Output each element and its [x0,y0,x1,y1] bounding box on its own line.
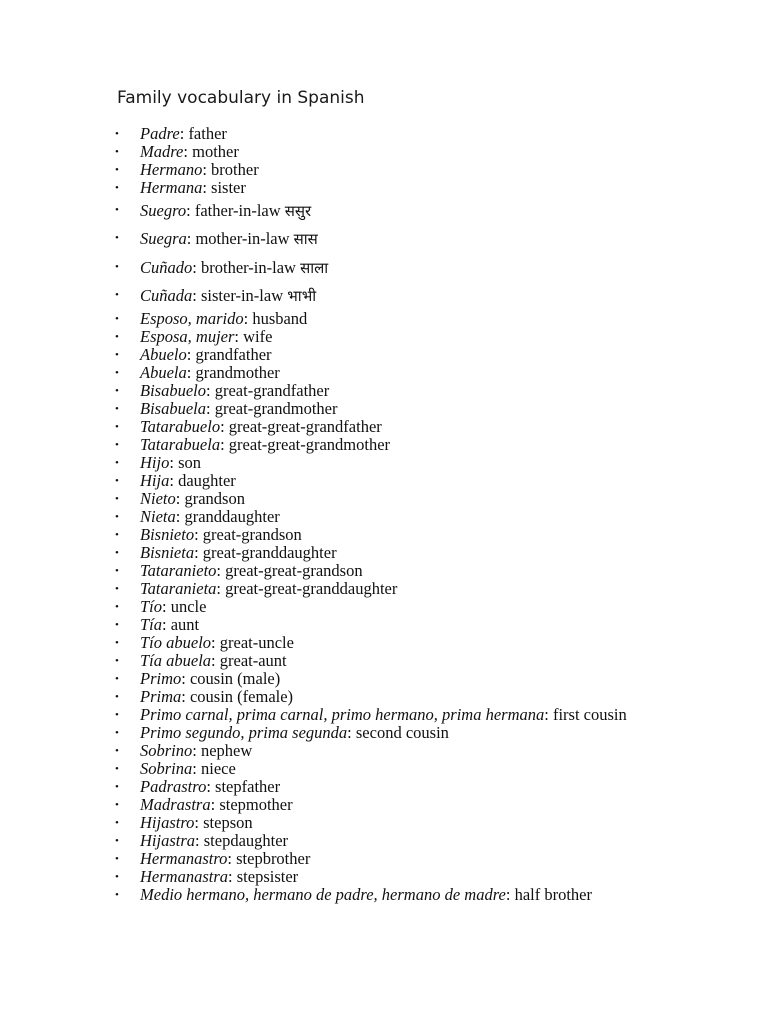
separator: : [194,525,203,545]
separator: : [186,363,196,383]
list-item [0,850,670,868]
hindi-translation: साला [300,258,329,277]
english-meaning: great-great-granddaughter [225,579,398,599]
separator: : [206,777,216,797]
list-item [0,670,670,688]
english-meaning: stepbrother [236,849,311,869]
separator: : [169,471,179,491]
separator: : [243,309,253,329]
bullet-icon: • [115,583,119,596]
bullet-icon: • [115,637,119,650]
english-meaning: daughter [178,471,236,491]
bullet-icon: • [115,349,119,362]
list-item [0,796,670,814]
spanish-term: Madre [140,142,184,161]
list-item [0,282,670,310]
spanish-term: Suegra [140,229,187,249]
bullet-icon: • [115,475,119,488]
english-meaning: sister [211,178,246,197]
separator: : [216,561,226,581]
bullet-icon: • [115,128,119,140]
spanish-term: Hija [140,471,170,491]
english-meaning: cousin (male) [189,669,281,689]
bullet-icon: • [115,529,119,542]
bullet-icon: • [115,763,119,776]
list-item [0,544,670,562]
list-item [0,508,670,526]
bullet-icon: • [115,565,119,578]
english-meaning: great-grandmother [214,399,338,419]
english-meaning: niece [200,759,236,779]
separator: : [183,142,193,161]
spanish-term: Tatarabuelo [140,417,221,437]
hindi-translation: भाभी [287,286,317,305]
list-item [0,598,670,616]
english-meaning: husband [252,309,308,329]
spanish-term: Cuñado [140,257,193,277]
spanish-term: Padre [140,124,180,143]
list-item [0,382,670,400]
list-item [0,526,670,544]
english-meaning: great-uncle [219,633,294,653]
bullet-icon: • [115,204,119,216]
list-item [0,161,670,179]
list-item [0,616,670,634]
spanish-term: Primo carnal, prima carnal, primo hermano, prima hermana [140,705,545,725]
english-meaning: brother-in-law [200,257,301,277]
separator: : [202,160,212,179]
english-meaning: stepfather [215,777,281,797]
separator: : [192,257,201,277]
list-item [0,706,670,724]
english-meaning: great-great-grandson [225,561,363,581]
spanish-term: Abuela [140,363,187,383]
separator: : [192,759,201,779]
spanish-term: Bisnieto [140,525,195,545]
english-meaning: grandmother [195,363,280,383]
english-meaning: sister-in-law [200,285,288,305]
list-item [0,688,670,706]
bullet-icon: • [115,655,119,668]
bullet-icon: • [115,493,119,506]
separator: : [211,651,220,671]
separator: : [227,849,237,869]
hindi-translation: सास [293,230,318,249]
bullet-icon: • [115,182,119,194]
separator: : [194,543,203,563]
spanish-term: Hijastra [140,831,196,851]
bullet-icon: • [115,367,119,380]
separator: : [195,831,204,851]
bullet-icon: • [115,853,119,866]
english-meaning: great-great-grandfather [228,417,382,437]
spanish-term: Bisnieta [140,543,195,563]
list-item [0,400,670,418]
bullet-icon: • [115,601,119,614]
separator: : [220,435,229,455]
list-item [0,652,670,670]
separator: : [181,669,190,689]
separator: : [206,381,215,401]
bullet-icon: • [115,835,119,848]
spanish-term: Sobrina [140,759,193,779]
separator: : [220,417,229,437]
english-meaning: brother [211,160,259,179]
english-meaning: mother [192,142,239,161]
separator: : [169,453,179,473]
list-item [0,472,670,490]
english-meaning: stepdaughter [203,831,289,851]
spanish-term: Tataranieto [140,561,217,581]
bullet-icon: • [115,673,119,686]
english-meaning: second cousin [355,723,449,743]
english-meaning: father [188,124,227,143]
vocabulary-list [0,125,670,904]
separator: : [162,615,171,635]
bullet-icon: • [115,232,119,245]
english-meaning: great-granddaughter [202,543,337,563]
bullet-icon: • [115,799,119,812]
bullet-icon: • [115,421,119,434]
separator: : [162,597,171,617]
bullet-icon: • [115,709,119,722]
list-item [0,868,670,886]
separator: : [505,885,515,905]
spanish-term: Esposa, mujer [140,327,235,347]
english-meaning: great-great-grandmother [228,435,391,455]
list-item [0,254,670,282]
bullet-icon: • [115,403,119,416]
bullet-icon: • [115,781,119,794]
spanish-term: Suegro [140,201,187,220]
separator: : [202,178,212,197]
list-item [0,310,670,328]
english-meaning: great-grandson [202,525,302,545]
list-item [0,778,670,796]
hindi-translation: ससुर [284,202,312,220]
bullet-icon: • [115,691,119,704]
bullet-icon: • [115,727,119,740]
separator: : [192,741,201,761]
english-meaning: granddaughter [184,507,280,527]
english-meaning: grandson [184,489,245,509]
document-title: Family vocabulary in Spanish [117,88,365,108]
bullet-icon: • [115,817,119,830]
spanish-term: Abuelo [140,345,187,365]
list-item [0,197,670,225]
bullet-icon: • [115,164,119,176]
separator: : [192,285,201,305]
list-item [0,418,670,436]
list-item [0,760,670,778]
separator: : [186,345,196,365]
list-item [0,125,670,143]
separator: : [211,633,220,653]
separator: : [181,687,190,707]
separator: : [234,327,244,347]
bullet-icon: • [115,457,119,470]
bullet-icon: • [115,288,119,301]
spanish-term: Tío [140,597,163,617]
spanish-term: Primo [140,669,182,689]
list-item [0,634,670,652]
spanish-term: Hermanastro [140,849,228,869]
english-meaning: stepmother [219,795,293,815]
list-item [0,143,670,161]
separator: : [544,705,553,725]
separator: : [179,124,189,143]
english-meaning: great-grandfather [214,381,330,401]
bullet-icon: • [115,313,119,326]
english-meaning: first cousin [552,705,627,725]
spanish-term: Nieta [140,507,176,527]
bullet-icon: • [115,260,119,273]
bullet-icon: • [115,547,119,560]
spanish-term: Prima [140,687,182,707]
spanish-term: Madrastra [140,795,211,815]
spanish-term: Hermana [140,178,203,197]
spanish-term: Sobrino [140,741,193,761]
english-meaning: uncle [170,597,207,617]
spanish-term: Hijo [140,453,170,473]
bullet-icon: • [115,745,119,758]
spanish-term: Cuñada [140,285,193,305]
list-item [0,580,670,598]
english-meaning: mother-in-law [195,229,294,249]
spanish-term: Tío abuelo [140,633,212,653]
bullet-icon: • [115,619,119,632]
english-meaning: great-aunt [219,651,287,671]
spanish-term: Tía [140,615,163,635]
bullet-icon: • [115,889,119,902]
list-item [0,562,670,580]
list-item [0,436,670,454]
spanish-term: Tatarabuela [140,435,221,455]
list-item [0,814,670,832]
english-meaning: half brother [514,885,592,905]
list-item [0,724,670,742]
list-item [0,225,670,253]
english-meaning: son [178,453,201,473]
english-meaning: cousin (female) [189,687,294,707]
separator: : [194,813,204,833]
separator: : [210,795,220,815]
spanish-term: Nieto [140,489,176,509]
separator: : [206,399,215,419]
list-item [0,490,670,508]
list-item [0,742,670,760]
spanish-term: Hijastro [140,813,195,833]
bullet-icon: • [115,331,119,344]
list-item [0,179,670,197]
separator: : [175,489,185,509]
bullet-icon: • [115,439,119,452]
english-meaning: aunt [170,615,200,635]
spanish-term: Padrastro [140,777,207,797]
list-item [0,328,670,346]
english-meaning: wife [243,327,273,347]
spanish-term: Bisabuela [140,399,206,419]
list-item [0,364,670,382]
spanish-term: Esposo, marido [140,309,244,329]
spanish-term: Hermano [140,160,203,179]
bullet-icon: • [115,511,119,524]
separator: : [186,201,195,220]
list-item [0,454,670,472]
bullet-icon: • [115,385,119,398]
spanish-term: Primo segundo, prima segunda [140,723,348,743]
spanish-term: Bisabuelo [140,381,206,401]
bullet-icon: • [115,871,119,884]
english-meaning: grandfather [195,345,272,365]
list-item [0,832,670,850]
list-item [0,886,670,904]
english-meaning: stepson [203,813,253,833]
list-item [0,346,670,364]
spanish-term: Medio hermano, hermano de padre, hermano de madre [140,885,506,905]
english-meaning: father-in-law [194,201,285,220]
spanish-term: Tataranieta [140,579,217,599]
english-meaning: nephew [200,741,253,761]
separator: : [216,579,226,599]
separator: : [186,229,196,249]
spanish-term: Tía abuela [140,651,212,671]
bullet-icon: • [115,146,119,158]
english-meaning: stepsister [236,867,299,887]
separator: : [175,507,185,527]
separator: : [228,867,237,887]
spanish-term: Hermanastra [140,867,229,887]
separator: : [347,723,356,743]
